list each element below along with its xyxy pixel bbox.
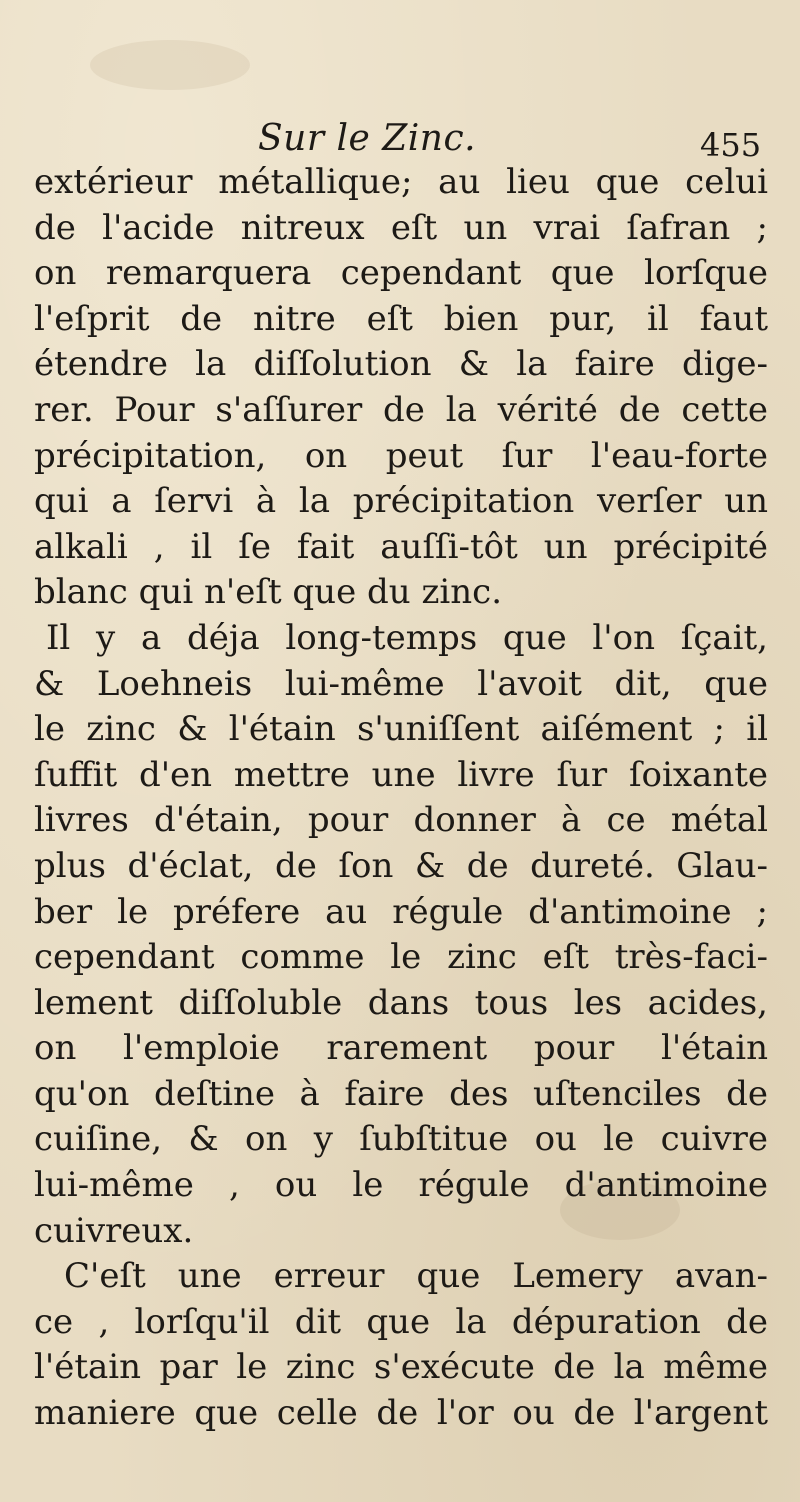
text-line: l'étain par le zinc s'exécute de la même [34,1347,768,1388]
text-line: le zinc & l'étain s'uniſſent aiſément ; il [34,709,768,750]
paper-stain [90,40,250,90]
text-line: lement diſſoluble dans tous les acides, [34,982,768,1023]
text-line: blanc qui n'eſt que du zinc. [34,572,503,613]
text-line: cependant comme le zinc eſt très-faci- [34,937,768,978]
text-line: & Loehneis lui-même l'avoit dit, que [34,663,768,704]
text-line: C'eſt une erreur que Lemery avan- [64,1256,768,1297]
body-text [34,160,768,1437]
text-line: ber le préfere au régule d'antimoine ; [34,891,768,932]
text-line: lui-même , ou le régule d'antimoine [34,1165,768,1206]
page-number: 455 [700,126,762,164]
text-line: extérieur métallique; au lieu que celui [34,162,768,202]
text-line: cuiſine, & on y ſubſtitue ou le cuivre [34,1119,768,1160]
text-line: livres d'étain, pour donner à ce métal [34,800,768,841]
text-line: ſuffit d'en mettre une livre ſur ſoixante [34,754,768,795]
text-line: rer. Pour s'aſſurer de la vérité de cette [34,389,768,430]
text-line: qui a ſervi à la précipitation verſer un [34,481,768,522]
text-line: ce , lorſqu'il dit que la dépuration de [34,1301,768,1342]
running-head [0,118,800,162]
text-line: précipitation, on peut ſur l'eau-forte [34,435,768,476]
text-line: étendre la diſſolution & la faire dige- [34,344,768,385]
text-line: qu'on deſtine à faire des uſtenciles de [34,1073,768,1114]
text-line: l'eſprit de nitre eſt bien pur, il faut [34,298,768,339]
text-line: de l'acide nitreux eſt un vrai ſafran ; [34,207,768,248]
text-line: Il y a déja long-temps que l'on ſçait, [46,617,768,658]
text-line: plus d'éclat, de ſon & de dureté. Glau- [34,845,768,886]
running-title: Sur le Zinc. [258,118,477,159]
text-line: on remarquera cependant que lorſque [34,253,768,294]
text-line: on l'emploie rarement pour l'étain [34,1028,768,1069]
text-line: maniere que celle de l'or ou de l'argent [34,1393,768,1434]
text-line: cuivreux. [34,1210,194,1251]
text-line: alkali , il ſe fait auſſi-tôt un précipité [34,526,768,567]
